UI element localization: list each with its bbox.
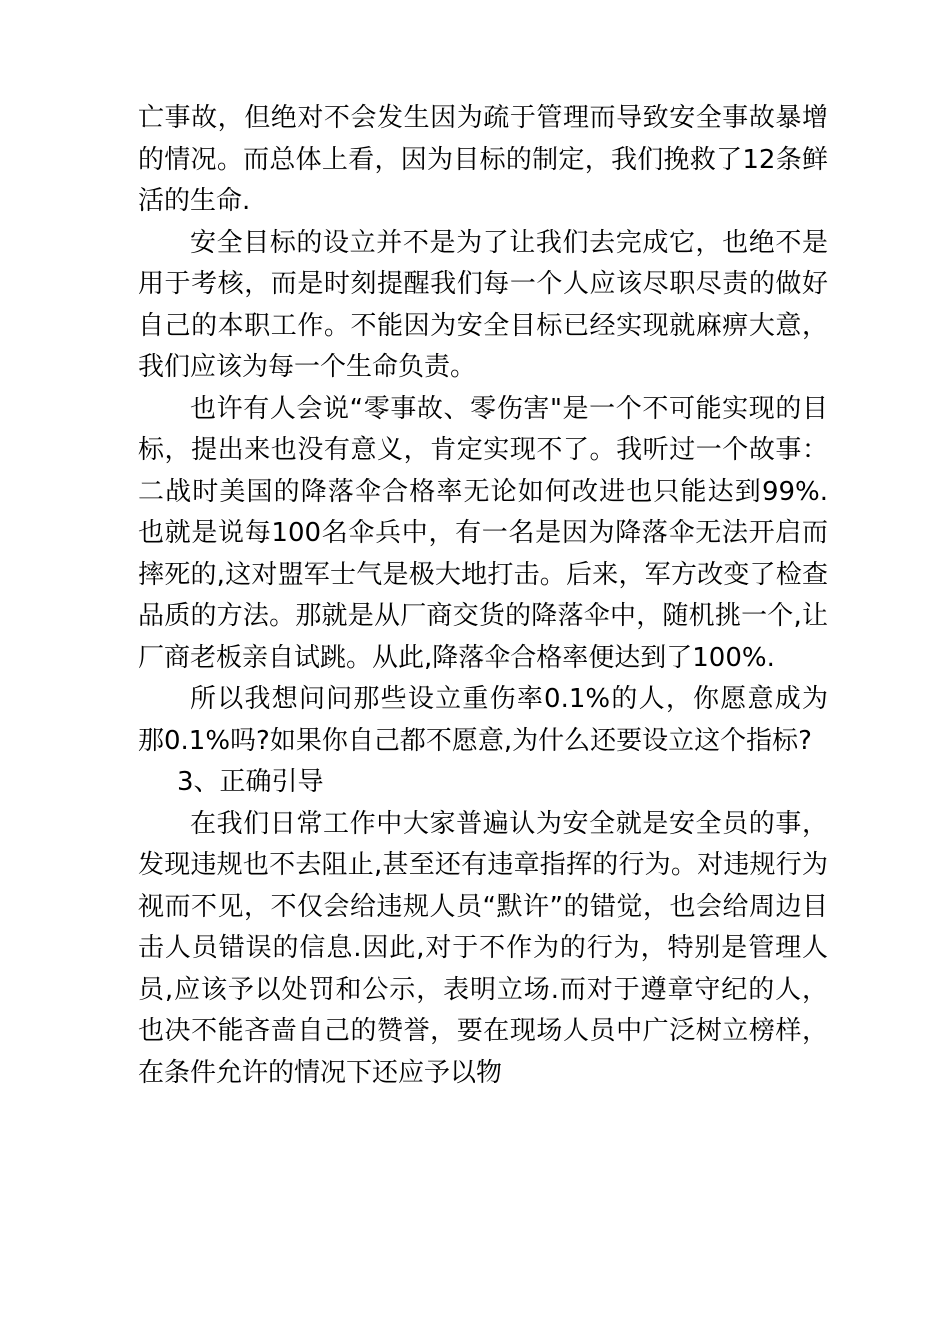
paragraph-parachute-story: 也许有人会说“零事故、零伤害"是一个不可能实现的目标，提出来也没有意义，肯定实现不了。我听过一个故事：二战时美国的降落伞合格率无论如何改进也只能达到99%.也就是说每100名伞兵中，有一名是因为降落伞无法开启而摔死的,这对盟军士气是极大地打击。后来，军方改变了检查品质的方法。那就是从厂商交货的降落伞中，随机挑一个,让厂商老板亲自试跳。从此,降落伞合格率便达到了100%. — [138, 393, 828, 673]
paragraph-safety-goal-purpose: 安全目标的设立并不是为了让我们去完成它，也绝不是用于考核，而是时刻提醒我们每一个人应该尽职尽责的做好自己的本职工作。不能因为安全目标已经实现就麻痹大意，我们应该为每一个生命负责。 — [138, 227, 828, 382]
paragraph-injury-rate-question: 所以我想问问那些设立重伤率0.1%的人，你愿意成为那0.1%吗?如果你自己都不愿意,为什么还要设立这个指标? — [138, 684, 828, 756]
document-body — [138, 98, 828, 1094]
paragraph-guidance-body: 在我们日常工作中大家普遍认为安全就是安全员的事，发现违规也不去阻止,甚至还有违章指挥的行为。对违规行为视而不见，不仅会给违规人员“默许”的错觉，也会给周边目击人员错误的信息.因此,对于不作为的行为，特别是管理人员,应该予以处罚和公示，表明立场.而对于遵章守纪的人，也决不能吝啬自己的赞誉，要在现场人员中广泛树立榜样，在条件允许的情况下还应予以物 — [138, 808, 828, 1088]
section-heading-correct-guidance: 3、正确引导 — [177, 767, 324, 797]
paragraph-continuation: 亡事故，但绝对不会发生因为疏于管理而导致安全事故暴增的情况。而总体上看，因为目标的制定，我们挽救了12条鲜活的生命. — [138, 103, 828, 216]
